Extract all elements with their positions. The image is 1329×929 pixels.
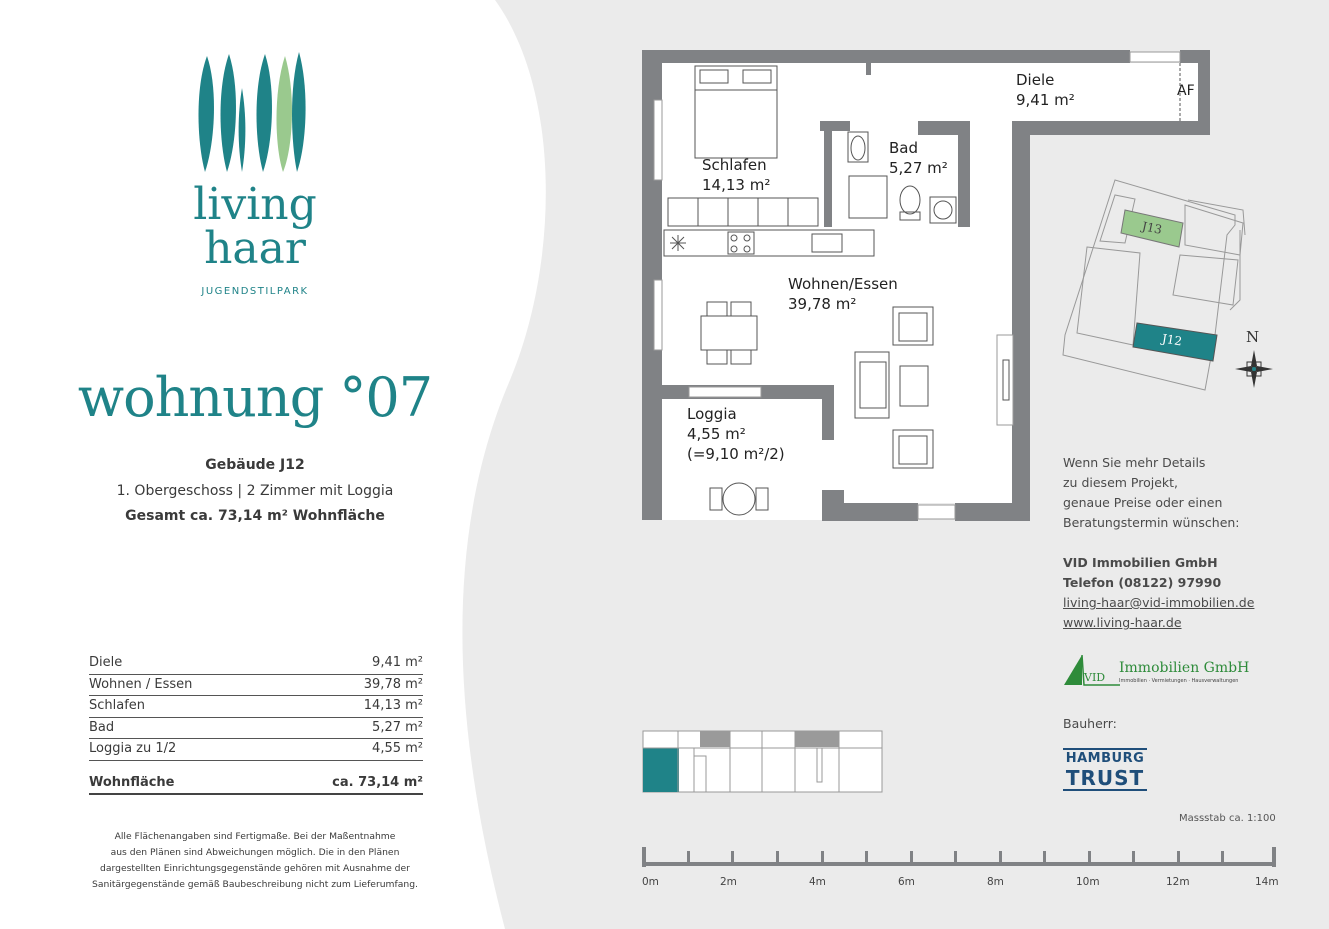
room-name: Schlafen [702, 156, 767, 174]
scale-tick-label: 4m [809, 876, 826, 888]
room-wohnen [788, 274, 898, 314]
compass-icon [1233, 348, 1275, 390]
room-area: 5,27 m² [889, 159, 948, 177]
builder-line2: TRUST [1065, 766, 1145, 790]
area-value: 5,27 m² [372, 719, 423, 735]
contact-web-link[interactable]: www.living-haar.de [1063, 615, 1182, 630]
building-label: Gebäude J12 [205, 457, 305, 473]
total-value: ca. 73,14 m² [332, 774, 423, 790]
contact-company: VID Immobilien GmbH [1063, 555, 1218, 570]
contact-intro-line: zu diesem Projekt, [1063, 475, 1179, 490]
room-area: 4,55 m² [687, 425, 746, 443]
room-bad [889, 138, 948, 178]
disclaimer-line: Alle Flächenangaben sind Fertigmaße. Bei der Maßentnahme [114, 831, 396, 842]
area-value: 4,55 m² [372, 741, 423, 756]
vid-logo-tagline: Immobilien · Vermietungen · Hausverwaltungen [1119, 678, 1239, 684]
area-name: Wohnen / Essen [89, 676, 193, 692]
room-name: Wohnen/Essen [788, 275, 898, 293]
logo-subtitle: JUGENDSTILPARK [201, 286, 309, 297]
scale-tick-label: 2m [720, 876, 737, 888]
contact-intro-line: genaue Preise oder einen [1063, 495, 1223, 510]
scale-tick-label: 0m [642, 876, 659, 888]
area-name: Diele [89, 655, 123, 670]
key-plan [642, 730, 884, 794]
room-name: Diele [1016, 71, 1055, 89]
contact-phone: Telefon (08122) 97990 [1063, 575, 1222, 590]
room-note: (=9,10 m²/2) [687, 445, 785, 463]
contact-intro-line: Beratungstermin wünschen: [1063, 515, 1240, 530]
scale-bar [640, 845, 1280, 873]
builder-line1: HAMBURG [1065, 751, 1145, 766]
room-name: Loggia [687, 405, 737, 423]
vid-logo-mark: VID [1084, 671, 1106, 684]
room-area: 14,13 m² [702, 176, 771, 194]
total-area-label: Gesamt ca. 73,14 m² Wohnfläche [125, 508, 385, 524]
room-area: 39,78 m² [788, 295, 857, 313]
logo-line2: haar [204, 223, 306, 274]
scale-label: Massstab ca. 1:100 [1179, 813, 1276, 824]
logo-line1: living [193, 179, 317, 230]
contact-block [1063, 453, 1254, 633]
disclaimer-line: Sanitärgegenstände gemäß Baubeschreibung nicht zum Lieferumfang. [92, 879, 418, 890]
scale-tick-label: 10m [1076, 876, 1100, 888]
label-j12: J12 [1161, 331, 1184, 349]
room-af: AF [1177, 83, 1195, 99]
area-name: Schlafen [89, 698, 146, 713]
area-name: Bad [89, 719, 115, 735]
label-j13: J13 [1140, 219, 1164, 237]
room-loggia [687, 404, 785, 464]
room-name: Bad [889, 139, 919, 157]
scale-tick-label: 8m [987, 876, 1004, 888]
north-label: N [1246, 328, 1260, 346]
area-value: 39,78 m² [363, 676, 423, 692]
contact-intro-line: Wenn Sie mehr Details [1063, 455, 1206, 470]
contact-email-link[interactable]: living-haar@vid-immobilien.de [1063, 595, 1255, 610]
scale-tick-label: 6m [898, 876, 915, 888]
hamburg-trust-logo [1063, 748, 1147, 791]
scale-tick-label: 14m [1255, 876, 1279, 888]
disclaimer-line: dargestellten Einrichtungsgegenstände gehören mit Ausnahme der [100, 863, 410, 874]
scale-tick-label: 12m [1166, 876, 1190, 888]
unit-title: wohnung °07 [77, 366, 433, 429]
room-schlafen [702, 155, 770, 195]
room-area: 9,41 m² [1016, 91, 1075, 109]
vid-logo-name: Immobilien GmbH [1119, 660, 1250, 676]
area-value: 14,13 m² [363, 698, 423, 713]
area-value: 9,41 m² [372, 655, 423, 670]
total-name: Wohnfläche [89, 774, 175, 790]
room-diele [1016, 70, 1075, 110]
disclaimer-line: aus den Plänen sind Abweichungen möglich. Die in den Plänen [110, 847, 400, 858]
builder-label: Bauherr: [1063, 716, 1117, 731]
area-name: Loggia zu 1/2 [89, 741, 177, 756]
floor-rooms-label: 1. Obergeschoss | 2 Zimmer mit Loggia [116, 483, 394, 499]
